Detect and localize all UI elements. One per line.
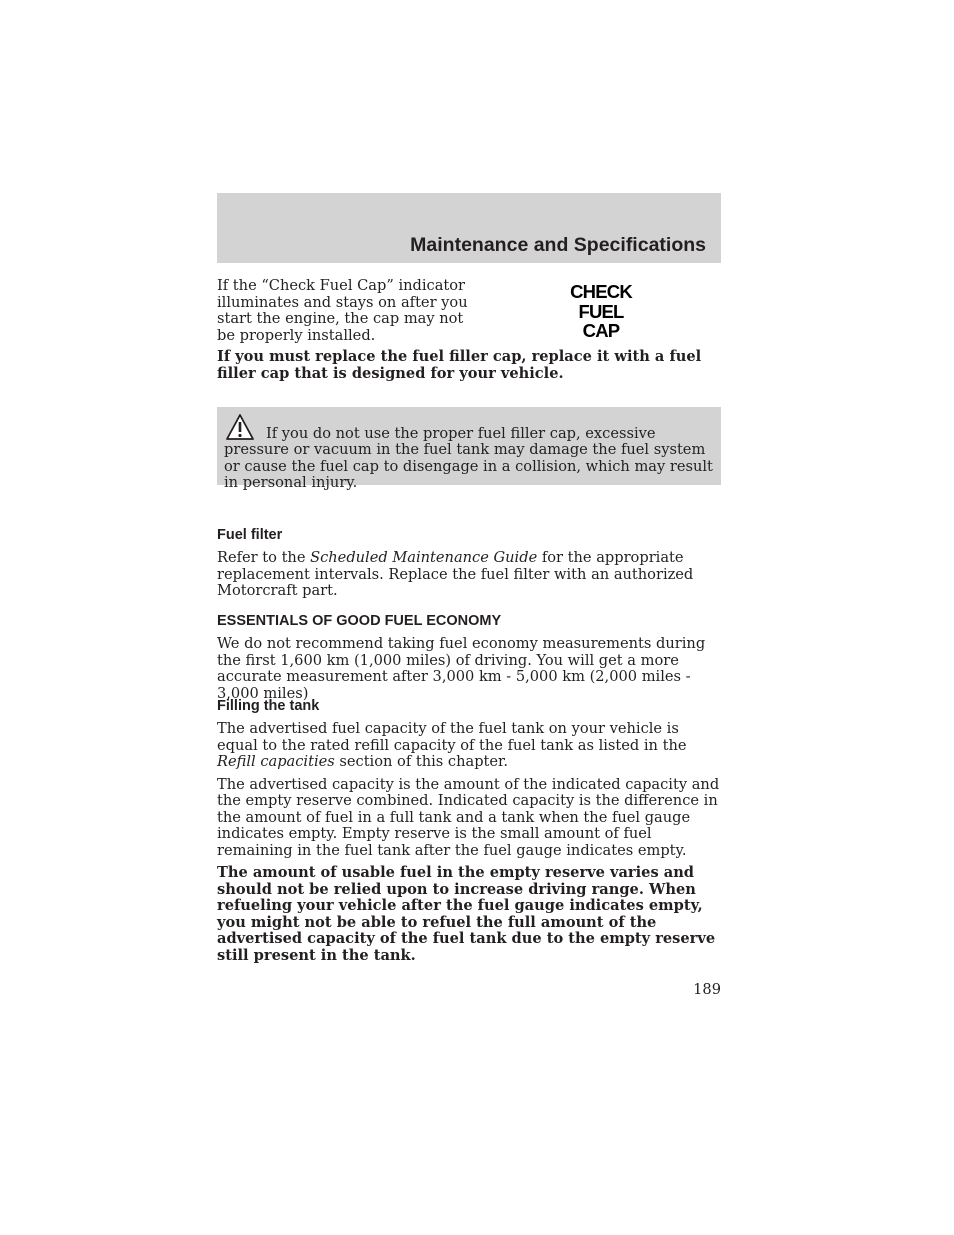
indicator-line-2: FUEL <box>578 300 624 322</box>
page-number: 189 <box>693 981 721 998</box>
filling-p1-end: section of this chapter. <box>334 753 509 770</box>
fuel-economy-section <box>217 613 721 702</box>
check-fuel-cap-indicator <box>560 282 642 341</box>
indicator-line-1: CHECK <box>570 281 632 302</box>
replace-cap-note <box>217 349 721 382</box>
fuel-filter-section <box>217 527 721 600</box>
warning-body: If you do not use the proper fuel filler cap, excessive pressure or vacuum in the fuel tank may damage the fuel system or cause the fuel cap to disengage in a collision, which may result in personal injury. <box>224 424 713 492</box>
replace-cap-text: If you must replace the fuel filler cap, replace it with a fuel filler cap that is designed for your vehicle. <box>217 348 702 382</box>
refill-capacities-ref: Refill capacities <box>217 753 335 770</box>
filling-tank-paragraph-2: The advertised capacity is the amount of the indicated capacity and the empty reserve combined. Indicated capacity is the difference in the amount of fuel in a full tank and a tank when the fuel gauge indicates empty. Empty reserve is the small amount of fuel remaining in the fuel tank after the fuel gauge indicates empty. <box>217 775 720 859</box>
fuel-economy-paragraph: We do not recommend taking fuel economy measurements during the first 1,600 km (1,000 miles) of driving. You will get a more accurate measurement after 3,000 km - 5,000 km (2,000 miles - 3,000 miles) <box>217 635 706 702</box>
header-band <box>217 193 721 263</box>
scheduled-maintenance-guide-ref: Scheduled Maintenance Guide <box>310 549 538 566</box>
fuel-economy-heading: ESSENTIALS OF GOOD FUEL ECONOMY <box>217 613 502 629</box>
filling-tank-paragraph-3: The amount of usable fuel in the empty reserve varies and should not be relied upon to increase driving range. When refueling your vehicle after the fuel gauge indicates empty, you might not be able to refuel the full amount of the advertised capacity of the fuel tank due to the empty reserve still present in the tank. <box>217 864 716 964</box>
intro-paragraph: If the “Check Fuel Cap” indicator illuminates and stays on after you start the engine, the cap may not be properly installed. <box>217 277 468 344</box>
fuel-filter-paragraph <box>217 550 721 600</box>
warning-box <box>217 407 721 492</box>
warning-text <box>224 426 716 492</box>
fuel-filter-heading: Fuel filter <box>217 527 283 543</box>
indicator-line-3: CAP <box>582 320 620 341</box>
filling-tank-section <box>217 698 721 964</box>
filling-p1-start: The advertised fuel capacity of the fuel tank on your vehicle is equal to the rated refill capacity of the fuel tank as listed in the <box>217 720 687 754</box>
filling-tank-heading: Filling the tank <box>217 698 320 714</box>
fuel-filter-text-end: for the appropriate replacement intervals. Replace the fuel filter with an authorized Motorcraft part. <box>217 549 694 599</box>
fuel-filter-text-start: Refer to the <box>217 549 311 566</box>
filling-tank-paragraph-1 <box>217 721 721 771</box>
page-title: Maintenance and Specifications <box>410 234 706 256</box>
